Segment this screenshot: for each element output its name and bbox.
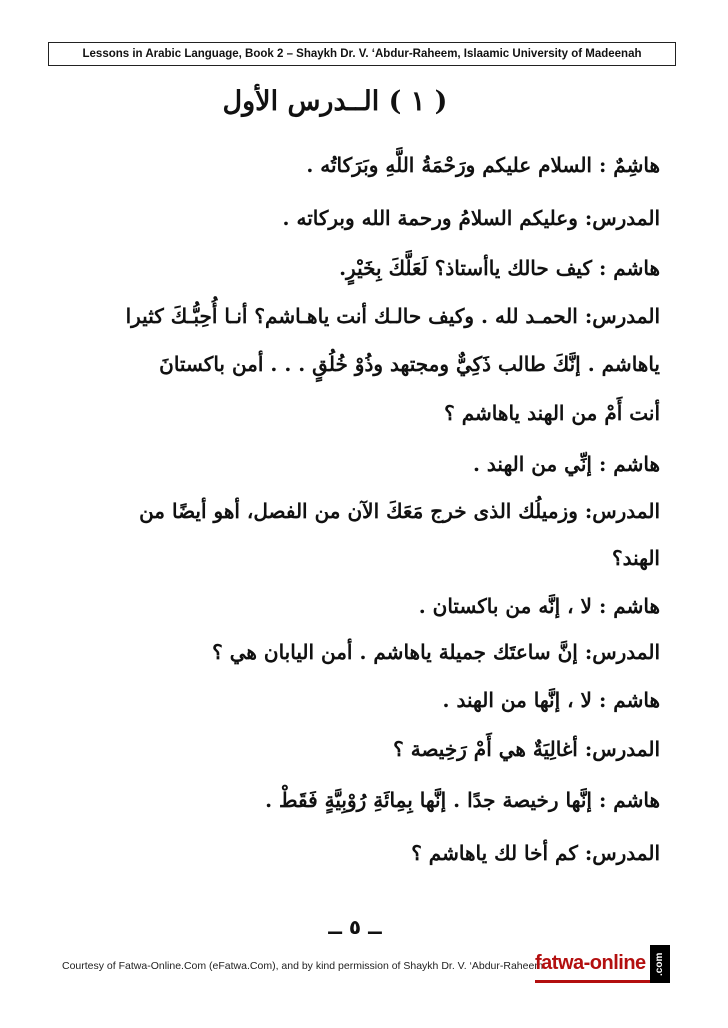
dialogue-text: كيف حالك ياأستاذ؟ لَعَلَّكَ بِخَيْرٍ. — [339, 256, 592, 280]
speaker-label: المدرس: — [584, 640, 660, 664]
dialogue-line — [473, 448, 660, 480]
speaker-label: هاشِمٌ : — [598, 153, 660, 177]
dialogue-text: وزميلُك الذى خرج مَعَكَ الآن من الفصل، أهو أيضًا من — [139, 499, 578, 523]
running-header: Lessons in Arabic Language, Book 2 – Shaykh Dr. V. ‘Abdur-Raheem, Islaamic University of Madeenah — [48, 42, 676, 66]
logo-suffix: .com — [650, 945, 670, 983]
dialogue-text: أنت أَمْ من الهند ياهاشم ؟ — [444, 401, 660, 425]
speaker-label: المدرس: — [584, 206, 660, 230]
speaker-label: المدرس: — [584, 304, 660, 328]
speaker-label: المدرس: — [584, 737, 660, 761]
footer-credit: Courtesy of Fatwa-Online.Com (eFatwa.Com), and by kind permission of Shaykh Dr. V. ‘Abdur-Raheem — [62, 960, 544, 972]
dialogue-line — [411, 837, 660, 869]
speaker-label: هاشم : — [598, 688, 660, 712]
dialogue-line — [283, 202, 660, 234]
dialogue-text: كم أخا لك ياهاشم ؟ — [411, 841, 578, 865]
speaker-label: هاشم : — [598, 788, 660, 812]
dialogue-text: إنَّها رخيصة جدًا . إنَّها بِمِائَةِ رُوْبِيَّةٍ فَقَطْ . — [265, 788, 592, 812]
dialogue-text: إنِّي من الهند . — [472, 452, 592, 476]
dialogue-line — [265, 784, 660, 816]
dialogue-line — [126, 300, 660, 332]
speaker-label: المدرس: — [584, 499, 660, 523]
dialogue-line — [159, 348, 660, 380]
dialogue-text: وعليكم السلامُ ورحمة الله وبركاته . — [282, 206, 578, 230]
dialogue-line — [612, 542, 660, 574]
speaker-label: هاشم : — [598, 594, 660, 618]
fatwa-online-logo — [535, 945, 670, 983]
dialogue-line — [339, 252, 660, 284]
dialogue-text: الحمـد لله . وكيف حالـك أنت ياهـاشم؟ أنـا أُحِبُّـكَ كثيرا — [125, 304, 578, 328]
dialogue-line — [139, 495, 660, 527]
dialogue-line — [443, 684, 660, 716]
speaker-label: هاشم : — [598, 452, 660, 476]
dialogue-text: الهند؟ — [611, 546, 660, 570]
lesson-title: ( ١ ) الــدرس الأول — [222, 86, 448, 117]
dialogue-text: إنَّ ساعتَك جميلة ياهاشم . أمن اليابان هي ؟ — [212, 640, 578, 664]
speaker-label: المدرس: — [584, 841, 660, 865]
dialogue-line — [393, 733, 660, 765]
dialogue-text: أغالِيَةٌ هي أَمْ رَخِيصة ؟ — [393, 737, 578, 761]
page-number: ــ ٥ ــ — [328, 915, 382, 939]
dialogue-line — [419, 590, 660, 622]
logo-text: fatwa-online — [535, 945, 650, 983]
dialogue-text: السلام عليكم ورَحْمَةُ اللَّهِ وبَرَكاتُه . — [306, 153, 592, 177]
dialogue-text: ياهاشم . إنَّكَ طالب ذَكِيٌّ ومجتهد وذُوْ خُلُقٍ . . . أمن باكستانَ — [159, 352, 660, 376]
dialogue-line — [306, 149, 660, 181]
dialogue-line — [444, 397, 660, 429]
speaker-label: هاشم : — [598, 256, 660, 280]
dialogue-text: لا ، إنَّها من الهند . — [442, 688, 592, 712]
dialogue-line — [212, 636, 660, 668]
dialogue-text: لا ، إنَّه من باكستان . — [418, 594, 592, 618]
